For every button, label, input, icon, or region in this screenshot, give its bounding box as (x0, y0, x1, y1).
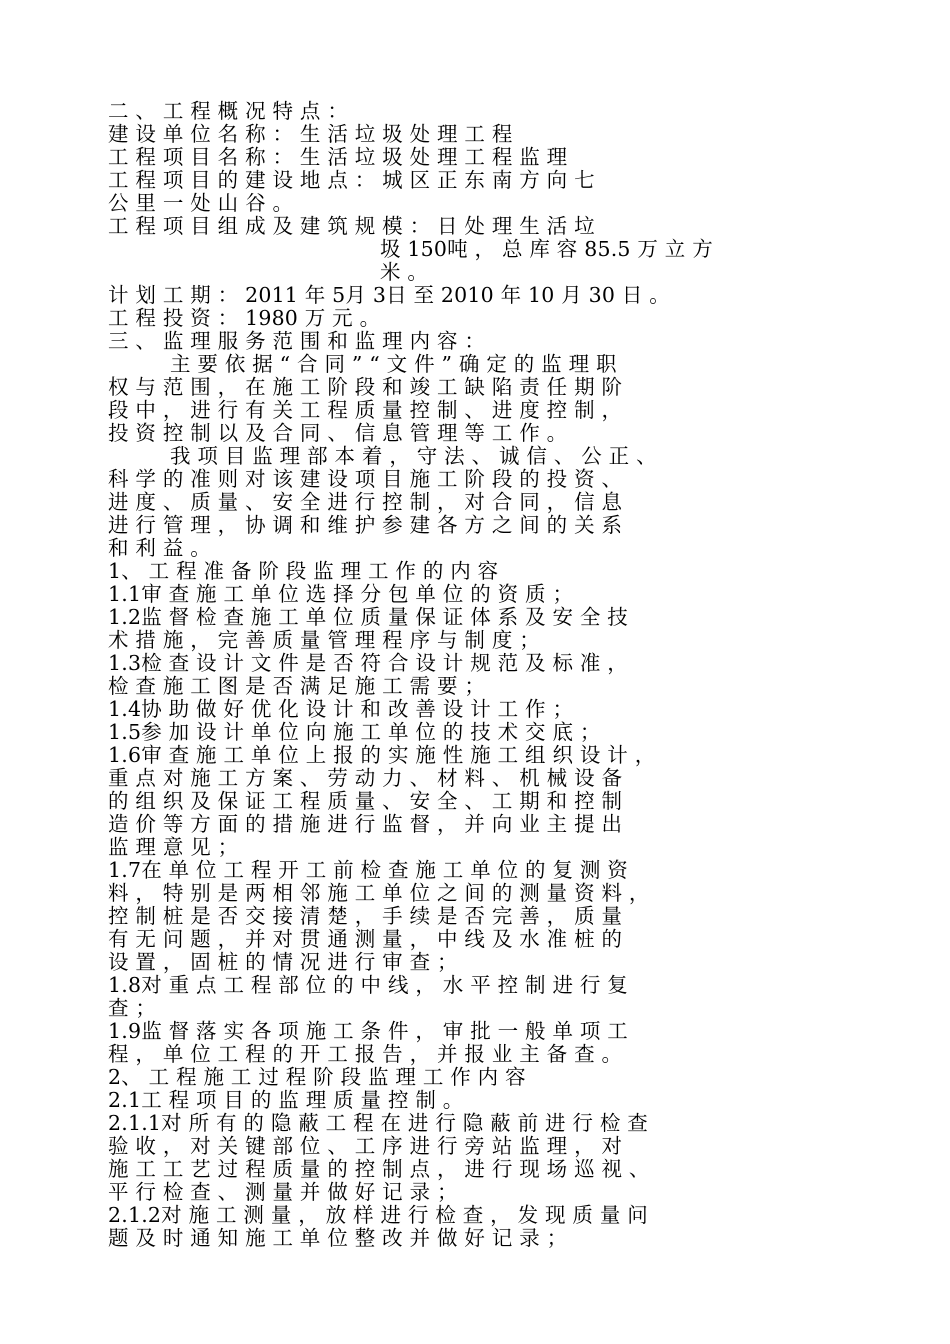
text-line: 有 无 问 题 ， 并 对 贯 通 测 量 ， 中 线 及 水 准 桩 的 (108, 927, 623, 951)
text-line: 检 查 施 工 图 是 否 满 足 施 工 需 要 ； (108, 674, 486, 698)
text-line: 的 组 织 及 保 证 工 程 质 量 、 安 全 、 工 期 和 控 制 (108, 789, 623, 813)
text-line: 2.1.2对 施 工 测 量 ， 放 样 进 行 检 查 ， 发 现 质 量 问 (108, 1203, 648, 1227)
text-line: 进 行 管 理 ， 协 调 和 维 护 参 建 各 方 之 间 的 关 系 (108, 513, 623, 537)
text-line: 科 学 的 准 则 对 该 建 设 项 目 施 工 阶 段 的 投 资 、 (108, 467, 623, 491)
text-line: 1.2监 督 检 查 施 工 单 位 质 量 保 证 体 系 及 安 全 技 (108, 605, 628, 629)
text-line: 1.6审 查 施 工 单 位 上 报 的 实 施 性 施 工 组 织 设 计 ， (108, 743, 656, 767)
text-line: 我 项 目 监 理 部 本 着 ， 守 法 、 诚 信 、 公 正 、 (170, 444, 657, 468)
text-line: 控 制 桩 是 否 交 接 清 楚 ， 手 续 是 否 完 善 ， 质 量 (108, 904, 623, 928)
text-line: 公 里 一 处 山 谷 。 (108, 191, 294, 215)
text-line: 工 程 投 资 ： 1980 万 元 。 (108, 306, 381, 330)
text-line: 米 。 (380, 260, 429, 284)
text-line: 段 中 ， 进 行 有 关 工 程 质 量 控 制 、 进 度 控 制 ， (108, 398, 623, 422)
section-heading-preparation: 1、 工 程 准 备 阶 段 监 理 工 作 的 内 容 (108, 559, 499, 583)
text-line: 程 ， 单 位 工 程 的 开 工 报 告 ， 并 报 业 主 备 查 。 (108, 1042, 623, 1066)
text-line: 验 收 ， 对 关 键 部 位 、 工 序 进 行 旁 站 监 理 ， 对 (108, 1134, 623, 1158)
text-line: 监 理 意 见 ； (108, 835, 239, 859)
section-heading-scope: 三 、 监 理 服 务 范 围 和 监 理 内 容 ： (108, 329, 486, 353)
text-line: 权 与 范 围 ， 在 施 工 阶 段 和 竣 工 缺 陷 责 任 期 阶 (108, 375, 623, 399)
text-line: 1.5参 加 设 计 单 位 向 施 工 单 位 的 技 术 交 底 ； (108, 720, 601, 744)
text-line: 工 程 项 目 的 建 设 地 点 ： 城 区 正 东 南 方 向 七 (108, 168, 595, 192)
section-heading-construction: 2、 工 程 施 工 过 程 阶 段 监 理 工 作 内 容 (108, 1065, 526, 1089)
text-line: 设 置 ， 固 桩 的 情 况 进 行 审 查 ； (108, 950, 458, 974)
text-line: 平 行 检 查 、 测 量 并 做 好 记 录 ； (108, 1180, 458, 1204)
text-line: 1.1审 查 施 工 单 位 选 择 分 包 单 位 的 资 质 ； (108, 582, 574, 606)
section-heading-project-overview: 二 、 工 程 概 况 特 点 ： (108, 99, 349, 123)
text-line: 投 资 控 制 以 及 合 同 、 信 息 管 理 等 工 作 。 (108, 421, 568, 445)
text-line: 术 措 施 ， 完 善 质 量 管 理 程 序 与 制 度 ； (108, 628, 540, 652)
text-line: 工 程 项 目 名 称 ： 生 活 垃 圾 处 理 工 程 监 理 (108, 145, 568, 169)
text-line: 和 利 益 。 (108, 536, 211, 560)
text-line: 料 ， 特 别 是 两 相 邻 施 工 单 位 之 间 的 测 量 资 料 ， (108, 881, 650, 905)
text-line: 1.9监 督 落 实 各 项 施 工 条 件 ， 审 批 一 般 单 项 工 (108, 1019, 628, 1043)
text-line: 计 划 工 期 ： 2011 年 5月 3日 至 2010 年 10 月 30 日 。 (108, 283, 670, 307)
text-line: 1.7在 单 位 工 程 开 工 前 检 查 施 工 单 位 的 复 测 资 (108, 858, 628, 882)
text-line: 施 工 工 艺 过 程 质 量 的 控 制 点 ， 进 行 现 场 巡 视 、 (108, 1157, 650, 1181)
text-line: 主 要 依 据 “ 合 同 ” “ 文 件 ” 确 定 的 监 理 职 (170, 352, 617, 376)
text-line: 1.8对 重 点 工 程 部 位 的 中 线 ， 水 平 控 制 进 行 复 (108, 973, 628, 997)
text-line: 进 度 、 质 量 、 安 全 进 行 控 制 ， 对 合 同 ， 信 息 (108, 490, 623, 514)
text-line: 造 价 等 方 面 的 措 施 进 行 监 督 ， 并 向 业 主 提 出 (108, 812, 623, 836)
text-line: 建 设 单 位 名 称 ： 生 活 垃 圾 处 理 工 程 (108, 122, 513, 146)
text-line: 2.1工 程 项 目 的 监 理 质 量 控 制 。 (108, 1088, 464, 1112)
text-line: 查 ； (108, 996, 157, 1020)
text-line: 圾 150吨 ， 总 库 容 85.5 万 立 方 (380, 237, 713, 261)
text-line: 2.1.1对 所 有 的 隐 蔽 工 程 在 进 行 隐 蔽 前 进 行 检 查 (108, 1111, 648, 1135)
text-line: 1.4协 助 做 好 优 化 设 计 和 改 善 设 计 工 作 ； (108, 697, 574, 721)
text-line: 1.3检 查 设 计 文 件 是 否 符 合 设 计 规 范 及 标 准 ， (108, 651, 628, 675)
text-line: 工 程 项 目 组 成 及 建 筑 规 模 ： 日 处 理 生 活 垃 (108, 214, 595, 238)
text-line: 重 点 对 施 工 方 案 、 劳 动 力 、 材 料 、 机 械 设 备 (108, 766, 623, 790)
text-line: 题 及 时 通 知 施 工 单 位 整 改 并 做 好 记 录 ； (108, 1226, 568, 1250)
